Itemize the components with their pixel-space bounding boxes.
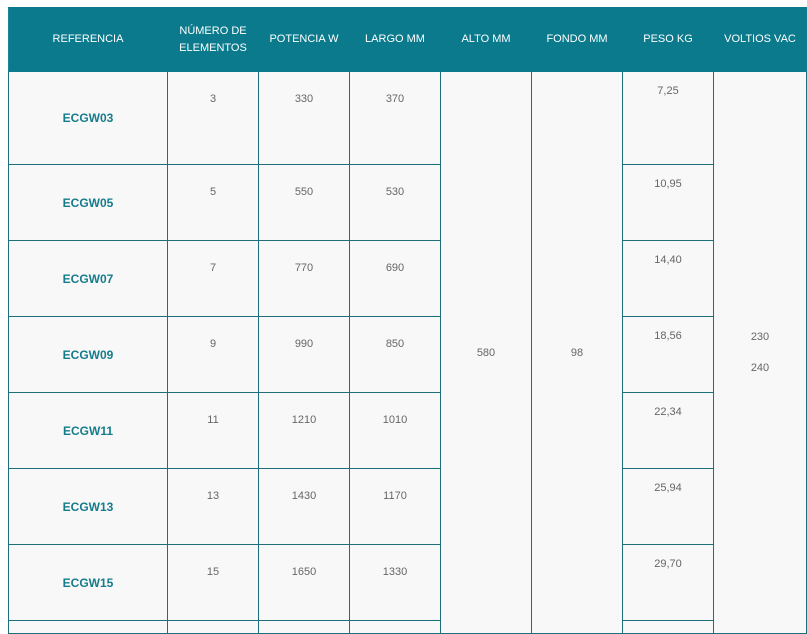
- reference-cell: ECGW15: [9, 545, 168, 621]
- table-row: [9, 393, 807, 469]
- weight-cell: 10,95: [623, 165, 714, 241]
- table-container: [8, 7, 806, 590]
- power-cell: 1430: [259, 469, 350, 545]
- header-weight: PESO KG: [623, 8, 714, 72]
- elements-cell: 11: [168, 393, 259, 469]
- specs-table: [8, 7, 807, 634]
- power-cell: 1210: [259, 393, 350, 469]
- weight-cell: 14,40: [623, 241, 714, 317]
- length-cell: 1170: [350, 469, 441, 545]
- table-row-partial: [9, 621, 807, 634]
- reference-cell: ECGW05: [9, 165, 168, 241]
- table-row: [9, 317, 807, 393]
- reference-cell: ECGW13: [9, 469, 168, 545]
- empty-cell: [350, 621, 441, 634]
- empty-cell: [168, 621, 259, 634]
- elements-cell: 3: [168, 72, 259, 165]
- header-height: ALTO MM: [441, 8, 532, 72]
- weight-cell: 18,56: [623, 317, 714, 393]
- length-cell: 530: [350, 165, 441, 241]
- reference-cell: ECGW09: [9, 317, 168, 393]
- header-reference: REFERENCIA: [9, 8, 168, 72]
- empty-cell: [623, 621, 714, 634]
- empty-cell: [259, 621, 350, 634]
- table-header: [9, 8, 807, 72]
- weight-cell: 7,25: [623, 72, 714, 165]
- length-cell: 1010: [350, 393, 441, 469]
- table-row: [9, 165, 807, 241]
- length-cell: 370: [350, 72, 441, 165]
- power-cell: 330: [259, 72, 350, 165]
- length-cell: 690: [350, 241, 441, 317]
- elements-cell: 9: [168, 317, 259, 393]
- table-body: [9, 72, 807, 634]
- reference-cell: ECGW03: [9, 72, 168, 165]
- reference-cell: ECGW11: [9, 393, 168, 469]
- voltage-value: 240: [750, 361, 770, 374]
- header-elements: NÚMERO DE ELEMENTOS: [168, 8, 259, 72]
- weight-cell: 22,34: [623, 393, 714, 469]
- height-cell: 580: [441, 72, 532, 634]
- elements-cell: 5: [168, 165, 259, 241]
- header-length: LARGO MM: [350, 8, 441, 72]
- elements-cell: 7: [168, 241, 259, 317]
- header-power: POTENCIA W: [259, 8, 350, 72]
- table-row: [9, 241, 807, 317]
- power-cell: 550: [259, 165, 350, 241]
- empty-cell: [9, 621, 168, 634]
- depth-cell: 98: [532, 72, 623, 634]
- header-row: [9, 8, 807, 72]
- weight-cell: 25,94: [623, 469, 714, 545]
- length-cell: 850: [350, 317, 441, 393]
- table-row: [9, 72, 807, 165]
- power-cell: 770: [259, 241, 350, 317]
- weight-cell: 29,70: [623, 545, 714, 621]
- header-voltage: VOLTIOS VAC: [714, 8, 807, 72]
- elements-cell: 13: [168, 469, 259, 545]
- voltage-value: 230: [750, 330, 770, 343]
- power-cell: 990: [259, 317, 350, 393]
- voltage-cell: [714, 72, 807, 634]
- table-row: [9, 545, 807, 621]
- power-cell: 1650: [259, 545, 350, 621]
- elements-cell: 15: [168, 545, 259, 621]
- reference-cell: ECGW07: [9, 241, 168, 317]
- table-row: [9, 469, 807, 545]
- length-cell: 1330: [350, 545, 441, 621]
- header-depth: FONDO MM: [532, 8, 623, 72]
